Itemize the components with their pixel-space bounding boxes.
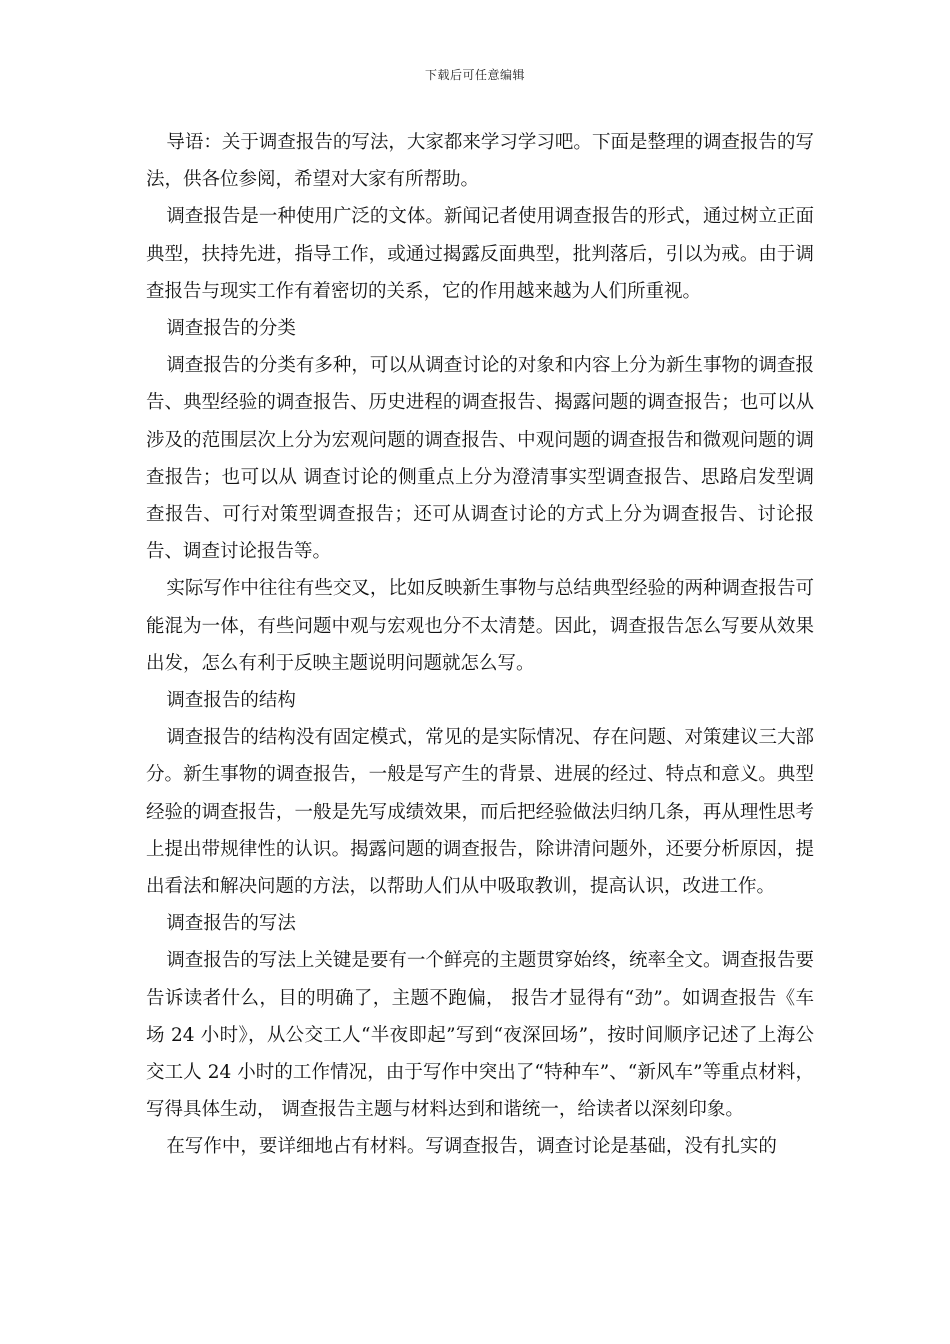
body-paragraph: 实际写作中往往有些交叉，比如反映新生事物与总结典型经验的两种调查报告可能混为一体，有些问题中观与宏观也分不太清楚。因此，调查报告怎么写要从效果出发，怎么有利于反映主题说明问题就怎么写。	[146, 578, 814, 674]
body-paragraph: 调查报告的结构没有固定模式，常见的是实际情况、存在问题、对策建议三大部分。新生事物的调查报告，一般是写产生的背景、进展的经过、特点和意义。典型经验的调查报告，一般是先写成绩效果，而后把经验做法归纳几条，再从理性思考上提出带规律性的认识。揭露问题的调查报告，除讲清问题外，还要分析原因，提出看法和解决问题的方法，以帮助人们从中吸取教训，提高认识，改进工作。	[146, 727, 814, 898]
intro-paragraph: 导语：关于调查报告的写法，大家都来学习学习吧。下面是整理的调查报告的写法，供各位参阅，希望对大家有所帮助。	[146, 132, 814, 191]
section-heading: 调查报告的分类	[166, 318, 296, 340]
body-paragraph: 调查报告的写法上关键是要有一个鲜亮的主题贯穿始终，统率全文。调查报告要告诉读者什么，目的明确了，主题不跑偏， 报告才显得有“劲”。如调查报告《车场 24 小时》，从公交工人“半夜即起”写到“夜深回场”，按时间顺序记述了上海公交工人 24 小时的工作情况，由于写作中突出了“特种车”、“新风车”等重点材料，写得具体生动， 调查报告主题与材料达到和谐统一，给读者以深刻印象。	[146, 950, 814, 1121]
body-paragraph: 调查报告是一种使用广泛的文体。新闻记者使用调查报告的形式，通过树立正面典型，扶持先进，指导工作，或通过揭露反面典型，批判落后，引以为戒。由于调查报告与现实工作有着密切的关系，它的作用越来越为人们所重视。	[146, 206, 814, 302]
section-heading: 调查报告的结构	[166, 690, 296, 712]
body-paragraph: 调查报告的分类有多种，可以从调查讨论的对象和内容上分为新生事物的调查报告、典型经验的调查报告、历史进程的调查报告、揭露问题的调查报告；也可以从涉及的范围层次上分为宏观问题的调查报告、中观问题的调查报告和微观问题的调查报告；也可以从 调查讨论的侧重点上分为澄清事实型调查报告、思路启发型调查报告、可行对策型调查报告；还可从调查讨论的方式上分为调查报告、讨论报告、调查讨论报告等。	[146, 355, 814, 563]
body-paragraph: 在写作中，要详细地占有材料。写调查报告，调查讨论是基础，没有扎实的	[166, 1136, 777, 1158]
header-note: 下载后可任意编辑	[424, 68, 525, 82]
document-body	[146, 124, 814, 1166]
section-heading: 调查报告的写法	[166, 913, 296, 935]
